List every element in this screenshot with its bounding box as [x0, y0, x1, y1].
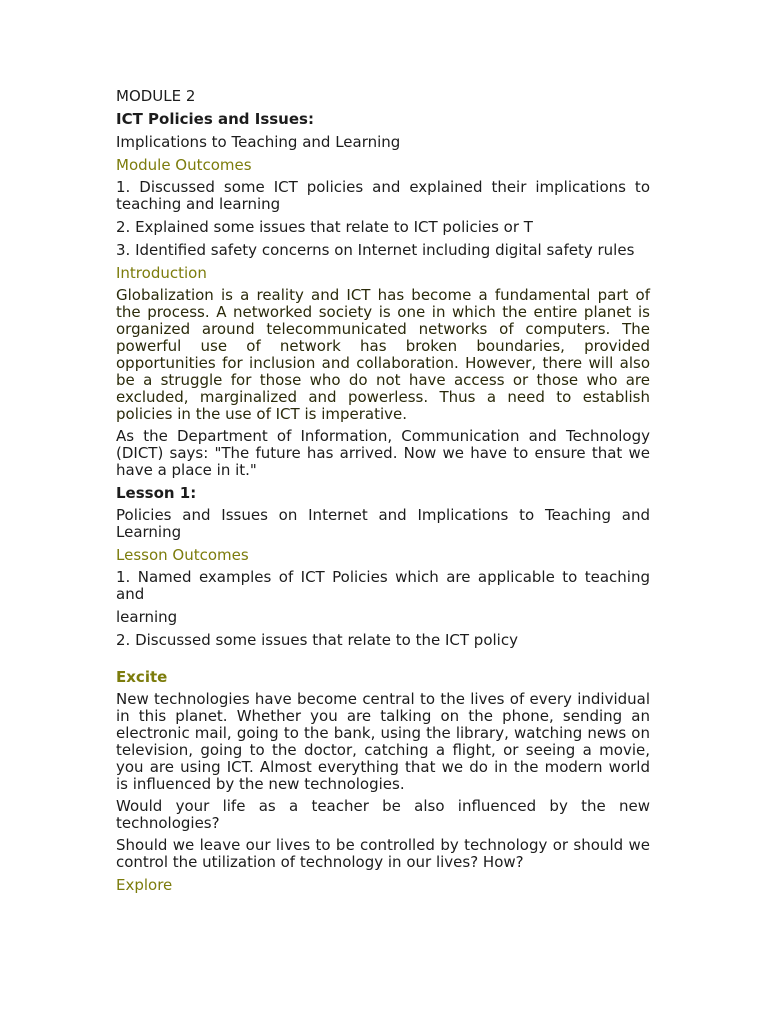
excite-paragraph: Would your life as a teacher be also influenced by the new technologies?: [116, 797, 650, 832]
document-body: [116, 87, 650, 899]
lesson-outcomes-heading: Lesson Outcomes: [116, 546, 249, 564]
explore-heading: Explore: [116, 876, 173, 894]
module-outcomes-heading: Module Outcomes: [116, 156, 252, 174]
excite-paragraph: New technologies have become central to the lives of every individual in this planet. Whether you are talking on the phone, sending an electronic mail, going to the bank, using the library, watching news on television, going to the doctor, catching a flight, or seeing a movie, you are using ICT. Almost everything that we do in the modern world is influenced by the new technologies.: [116, 690, 650, 793]
introduction-paragraph: Globalization is a reality and ICT has become a fundamental part of the process. A networked society is one in which the entire planet is organized around telecommunicated networks of computers. The powerful use of network has broken boundaries, provided opportunities for inclusion and collaboration. However, there will also be a struggle for those who do not have access or those who are excluded, marginalized and powerless. Thus a need to establish policies in the use of ICT is imperative.: [116, 286, 650, 423]
lesson-label: Lesson 1:: [116, 484, 197, 502]
introduction-heading: Introduction: [116, 264, 207, 282]
lesson-outcome-item: 1. Named examples of ICT Policies which are applicable to teaching and: [116, 568, 650, 603]
module-outcome-item: 3. Identified safety concerns on Internet including digital safety rules: [116, 241, 635, 259]
introduction-paragraph: As the Department of Information, Communication and Technology (DICT) says: "The future has arrived. Now we have to ensure that we have a place in it.": [116, 427, 650, 479]
excite-paragraph: Should we leave our lives to be controlled by technology or should we control the utilization of technology in our lives? How?: [116, 836, 650, 871]
module-subtitle: Implications to Teaching and Learning: [116, 133, 401, 151]
module-outcome-item: 1. Discussed some ICT policies and explained their implications to teaching and learning: [116, 178, 650, 213]
module-outcome-item: 2. Explained some issues that relate to ICT policies or T: [116, 218, 533, 236]
lesson-outcome-item: 2. Discussed some issues that relate to the ICT policy: [116, 631, 518, 649]
module-label: MODULE 2: [116, 87, 196, 105]
excite-heading: Excite: [116, 668, 168, 686]
lesson-title: Policies and Issues on Internet and Implications to Teaching and Learning: [116, 506, 650, 541]
lesson-outcome-item: learning: [116, 608, 178, 626]
module-title: ICT Policies and Issues:: [116, 110, 314, 128]
